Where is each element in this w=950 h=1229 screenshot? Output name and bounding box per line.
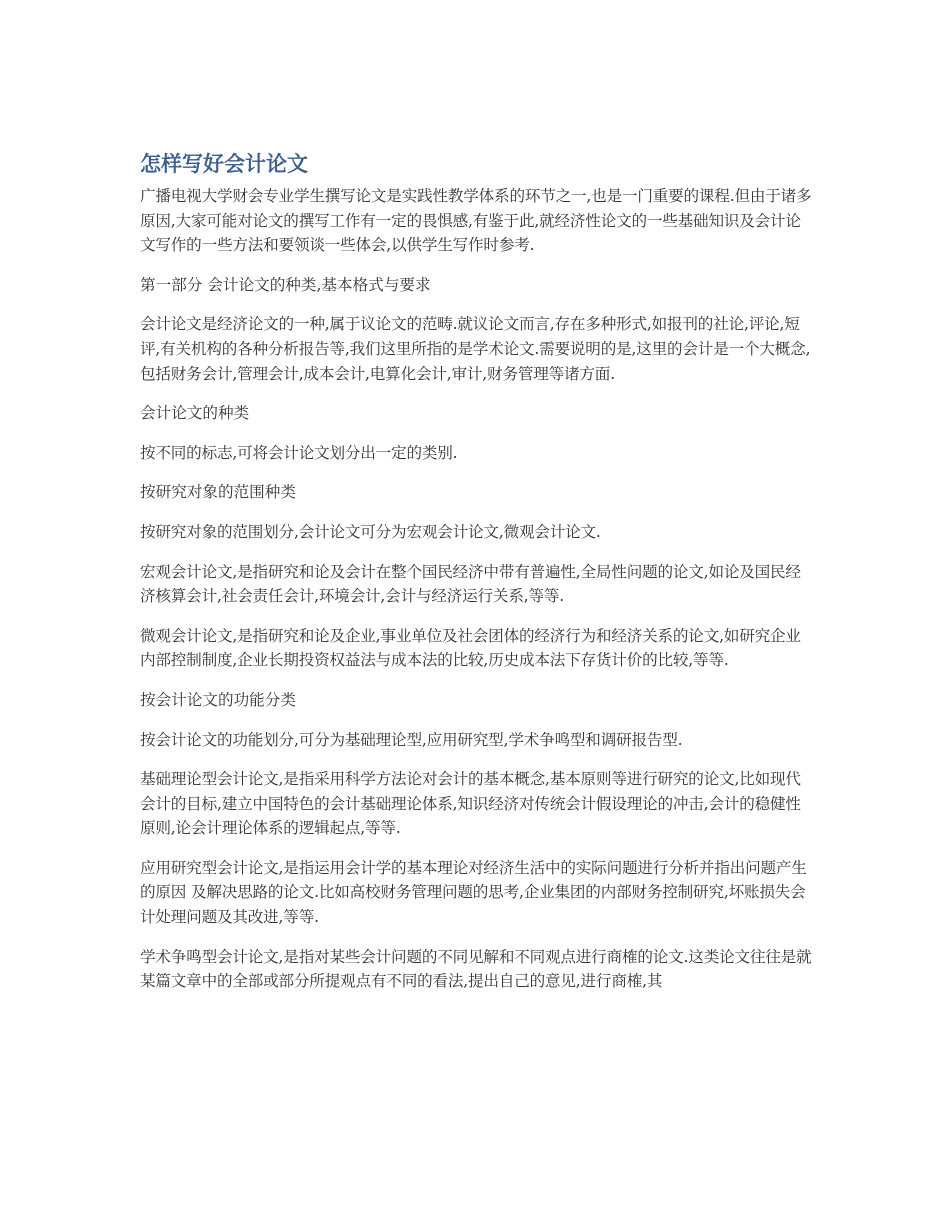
subheading-types: 会计论文的种类 [140, 404, 250, 423]
document-page [140, 148, 815, 1009]
paragraph-scope-division: 按研究对象的范围划分,会计论文可分为宏观会计论文,微观会计论文. [140, 522, 601, 541]
document-title: 怎样写好会计论文 [140, 152, 308, 176]
paragraph-definition: 会计论文是经济论文的一种,属于议论文的范畴.就议论文而言,存在多种形式,如报刊的社论,评论,短评,有关机构的各种分析报告等,我们这里所指的是学术论文.需要说明的是,这里的会计是一个大概念,包括财务会计,管理会计,成本会计,电算化会计,审计,财务管理等诸方面. [140, 315, 811, 383]
paragraph-academic-debate: 学术争鸣型会计论文,是指对某些会计问题的不同见解和不同观点进行商榷的论文.这类论文往往是就某篇文章中的全部或部分所提观点有不同的看法,提出自己的意见,进行商榷,其 [140, 947, 812, 991]
paragraph-function-division: 按会计论文的功能划分,可分为基础理论型,应用研究型,学术争鸣型和调研报告型. [140, 730, 683, 749]
paragraph-intro: 广播电视大学财会专业学生撰写论文是实践性教学体系的环节之一,也是一门重要的课程.但由于诸多原因,大家可能对论文的撰写工作有一定的畏惧感,有鉴于此,就经济性论文的一些基础知识及会计论文写作的一些方法和要领谈一些体会,以供学生写作时参考. [140, 187, 812, 255]
subheading-by-scope: 按研究对象的范围种类 [140, 483, 296, 502]
paragraph-applied-research: 应用研究型会计论文,是指运用会计学的基本理论对经济生活中的实际问题进行分析并指出问题产生的原因 及解决思路的论文.比如高校财务管理问题的思考,企业集团的内部财务控制研究,坏账损失会计处理问题及其改进,等等. [140, 858, 807, 927]
paragraph-micro: 微观会计论文,是指研究和论及企业,事业单位及社会团体的经济行为和经济关系的论文,如研究企业内部控制制度,企业长期投资权益法与成本法的比较,历史成本法下存货计价的比较,等等. [140, 626, 801, 670]
paragraph-classification: 按不同的标志,可将会计论文划分出一定的类别. [140, 443, 458, 462]
paragraph-basic-theory: 基础理论型会计论文,是指采用科学方法论对会计的基本概念,基本原则等进行研究的论文,比如现代会计的目标,建立中国特色的会计基础理论体系,知识经济对传统会计假设理论的冲击,会计的稳健性原则,论会计理论体系的逻辑起点,等等. [140, 770, 801, 838]
subheading-by-function: 按会计论文的功能分类 [140, 690, 296, 709]
paragraph-macro: 宏观会计论文,是指研究和论及会计在整个国民经济中带有普遍性,全局性问题的论文,如论及国民经济核算会计,社会责任会计,环境会计,会计与经济运行关系,等等. [140, 562, 801, 606]
section-heading-part-one: 第一部分 会计论文的种类,基本格式与要求 [140, 275, 431, 294]
